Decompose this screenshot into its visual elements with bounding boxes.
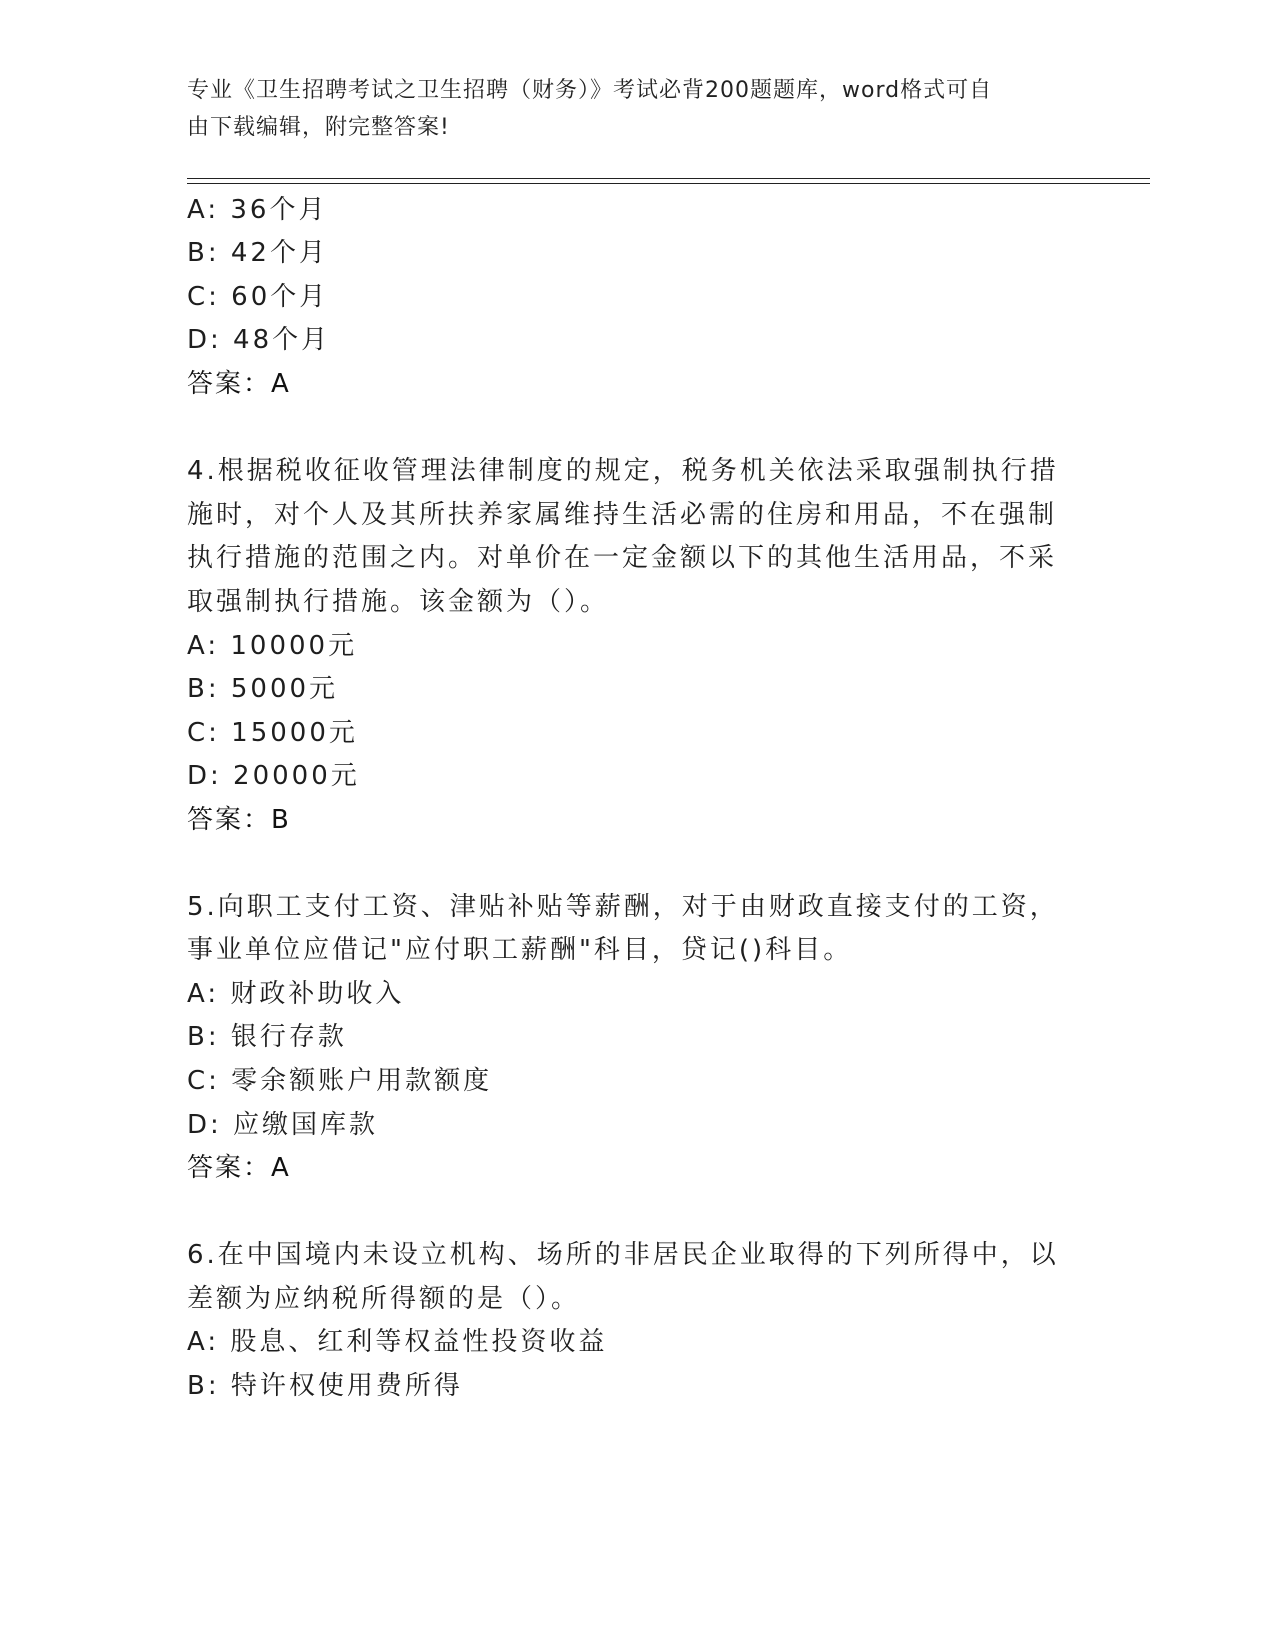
- q4-option-d: D: 20000元: [187, 761, 360, 791]
- q4-answer: [187, 800, 289, 840]
- q5-option-c: C: 零余额账户用款额度: [187, 1066, 493, 1096]
- q5-option-d: D: 应缴国库款: [187, 1110, 379, 1140]
- q6-option-b: B: 特许权使用费所得: [187, 1371, 463, 1401]
- header-divider-bottom: [187, 183, 1150, 184]
- header-line-2: 由下载编辑，附完整答案!: [187, 115, 450, 140]
- q6-text-line-2: 差额为应纳税所得额的是（）。: [187, 1284, 581, 1314]
- header-line-1: 专业《卫生招聘考试之卫生招聘（财务）》考试必背200题题库，word格式可自: [187, 78, 993, 103]
- q6-option-a: A: 股息、红利等权益性投资收益: [187, 1327, 608, 1357]
- q4-option-b: B: 5000元: [187, 674, 339, 704]
- q4-text-line-4: 取强制执行措施。该金额为（）。: [187, 587, 610, 617]
- q6-text-line-1: 6.在中国境内未设立机构、场所的非居民企业取得的下列所得中，以: [187, 1240, 1059, 1270]
- q5-option-b: B: 银行存款: [187, 1022, 347, 1052]
- q3-answer: [187, 364, 289, 404]
- q3-option-d: D: 48个月: [187, 325, 331, 355]
- q4-text-line-1: 4.根据税收征收管理法律制度的规定，税务机关依法采取强制执行措: [187, 456, 1059, 486]
- q3-answer-label: 答案：: [187, 369, 272, 399]
- document-header: [187, 72, 1067, 146]
- q3-option-c: C: 60个月: [187, 282, 329, 312]
- q4-option-a: A: 10000元: [187, 631, 358, 661]
- q4-answer-value: B: [271, 805, 289, 835]
- q3-option-b: B: 42个月: [187, 238, 328, 268]
- q5-text-line-1: 5.向职工支付工资、津贴补贴等薪酬，对于由财政直接支付的工资，: [187, 892, 1059, 922]
- q5-answer: [187, 1148, 289, 1188]
- q5-text-line-2: 事业单位应借记"应付职工薪酬"科目，贷记()科目。: [187, 935, 853, 965]
- q5-option-a: A: 财政补助收入: [187, 979, 405, 1009]
- q3-answer-value: A: [271, 369, 289, 399]
- q4-text-line-3: 执行措施的范围之内。对单价在一定金额以下的其他生活用品，不采: [187, 543, 1058, 573]
- q4-text-line-2: 施时，对个人及其所扶养家属维持生活必需的住房和用品，不在强制: [187, 500, 1058, 530]
- q4-answer-label: 答案：: [187, 805, 272, 835]
- header-divider-top: [187, 178, 1150, 179]
- q3-option-a: A: 36个月: [187, 195, 328, 225]
- q4-option-c: C: 15000元: [187, 718, 358, 748]
- q5-answer-value: A: [271, 1153, 289, 1183]
- q5-answer-label: 答案：: [187, 1153, 272, 1183]
